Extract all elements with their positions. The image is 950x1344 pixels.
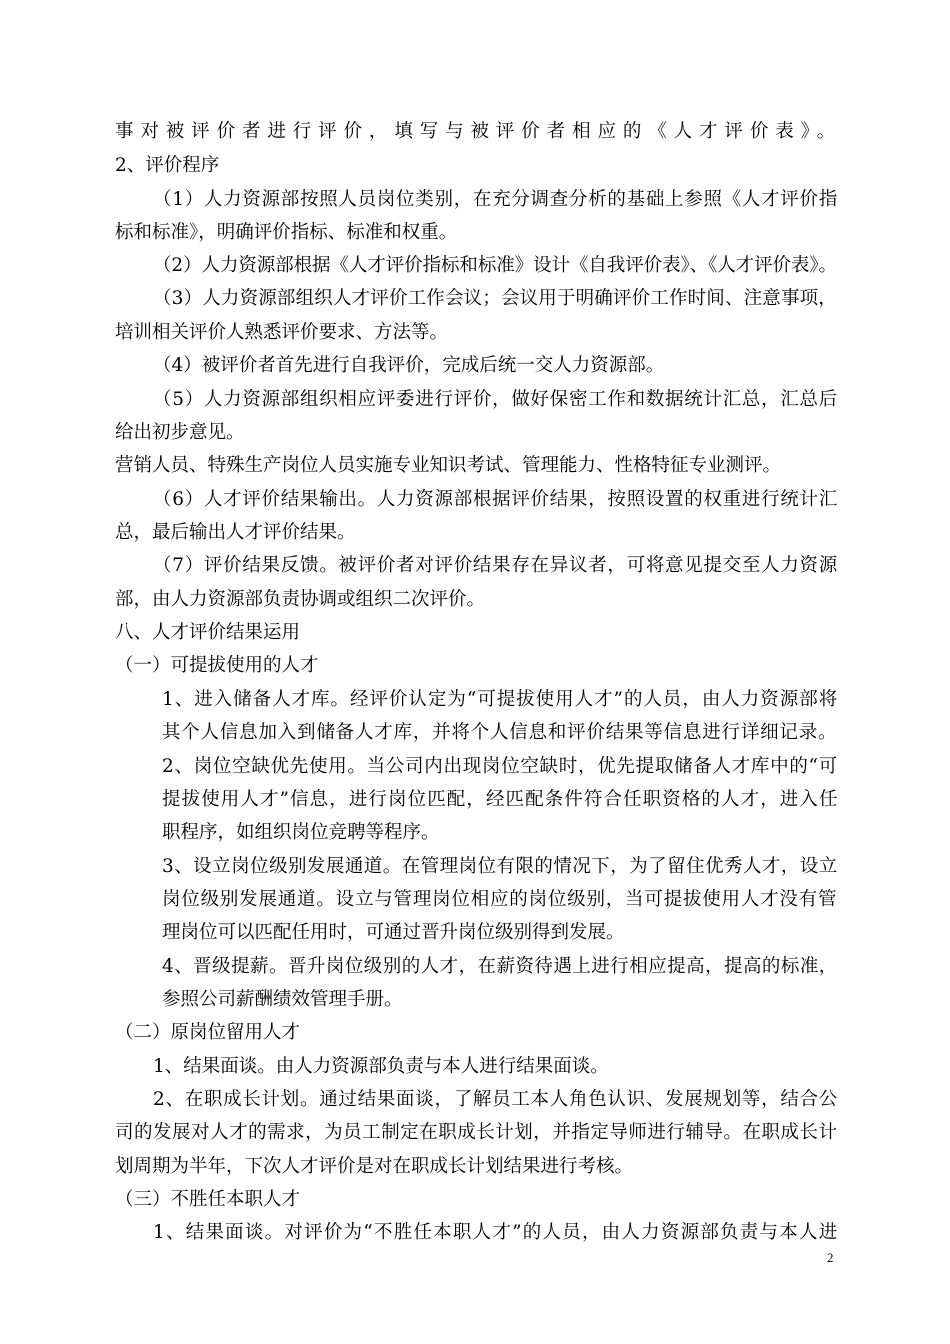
text-line: 理岗位可以匹配任用时，可通过晋升岗位级别得到发展。 (162, 922, 625, 943)
text-line: （1）人力资源部按照人员岗位类别，在充分调查分析的基础上参照《人才评价指 (153, 189, 838, 210)
text-line: （4）被评价者首先进行自我评价，完成后统一交人力资源部。 (153, 355, 665, 376)
text-line: （3）人力资源部组织人才评价工作会议；会议用于明确评价工作时间、注意事项， (153, 288, 837, 309)
text-line: 给出初步意见。 (115, 422, 245, 443)
text-line: 部，由人力资源部负责协调或组织二次评价。 (115, 589, 486, 610)
text-line: 4、晋级提薪。晋升岗位级别的人才，在薪资待遇上进行相应提高，提高的标准， (162, 956, 838, 977)
text-line: 划周期为半年，下次人才评价是对在职成长计划结果进行考核。 (115, 1156, 634, 1177)
text-line: 提拔使用人才”信息，进行岗位匹配，经匹配条件符合任职资格的人才，进入任 (162, 789, 839, 810)
text-line: 3、设立岗位级别发展通道。在管理岗位有限的情况下，为了留住优秀人才，设立 (162, 856, 838, 877)
subsection-heading: （一）可提拔使用的人才 (115, 655, 319, 676)
text-line: 岗位级别发展通道。设立与管理岗位相应的岗位级别，当可提拔使用人才没有管 (162, 889, 838, 910)
text-line: 参照公司薪酬绩效管理手册。 (162, 989, 403, 1010)
section-heading: 2、评价程序 (115, 155, 220, 176)
text-line: 司的发展对人才的需求，为员工制定在职成长计划，并指定导师进行辅导。在职成长计 (115, 1122, 838, 1143)
section-heading: 八、人才评价结果运用 (115, 622, 301, 643)
text-line: 职程序，如组织岗位竞聘等程序。 (162, 822, 440, 843)
text-line: 2、在职成长计划。通过结果面谈，了解员工本人角色认识、发展规划等，结合公 (153, 1089, 838, 1110)
subsection-heading: （三）不胜任本职人才 (115, 1189, 301, 1210)
text-line: 2、岗位空缺优先使用。当公司内出现岗位空缺时，优先提取储备人才库中的“可 (162, 756, 838, 777)
text-line: 营销人员、特殊生产岗位人员实施专业知识考试、管理能力、性格特征专业测评。 (115, 455, 782, 476)
text-line: 其个人信息加入到储备人才库，并将个人信息和评价结果等信息进行详细记录。 (162, 722, 838, 743)
text-line: （7）评价结果反馈。被评价者对评价结果存在异议者，可将意见提交至人力资源 (153, 555, 838, 576)
page-number: 2 (827, 1250, 834, 1265)
text-line: 1、进入储备人才库。经评价认定为“可提拔使用人才”的人员，由人力资源部将 (162, 689, 839, 710)
text-line: （6）人才评价结果输出。人力资源部根据评价结果，按照设置的权重进行统计汇 (153, 489, 838, 510)
text-line: 1、结果面谈。对评价为“不胜任本职人才”的人员，由人力资源部负责与本人进 (153, 1222, 839, 1243)
text-line: （2）人力资源部根据《人才评价指标和标准》设计《自我评价表》、《人才评价表》。 (153, 255, 837, 276)
subsection-heading: （二）原岗位留用人才 (115, 1022, 301, 1043)
text-line: （5）人力资源部组织相应评委进行评价，做好保密工作和数据统计汇总，汇总后 (153, 389, 838, 410)
text-line: 事对被评价者进行评价，填写与被评价者相应的《人才评价表》。 (115, 121, 843, 142)
text-line: 总，最后输出人才评价结果。 (115, 522, 356, 543)
text-line: 标和标准》，明确评价指标、标准和权重。 (115, 222, 458, 243)
text-line: 培训相关评价人熟悉评价要求、方法等。 (115, 322, 449, 343)
text-line: 1、结果面谈。由人力资源部负责与本人进行结果面谈。 (153, 1056, 609, 1077)
